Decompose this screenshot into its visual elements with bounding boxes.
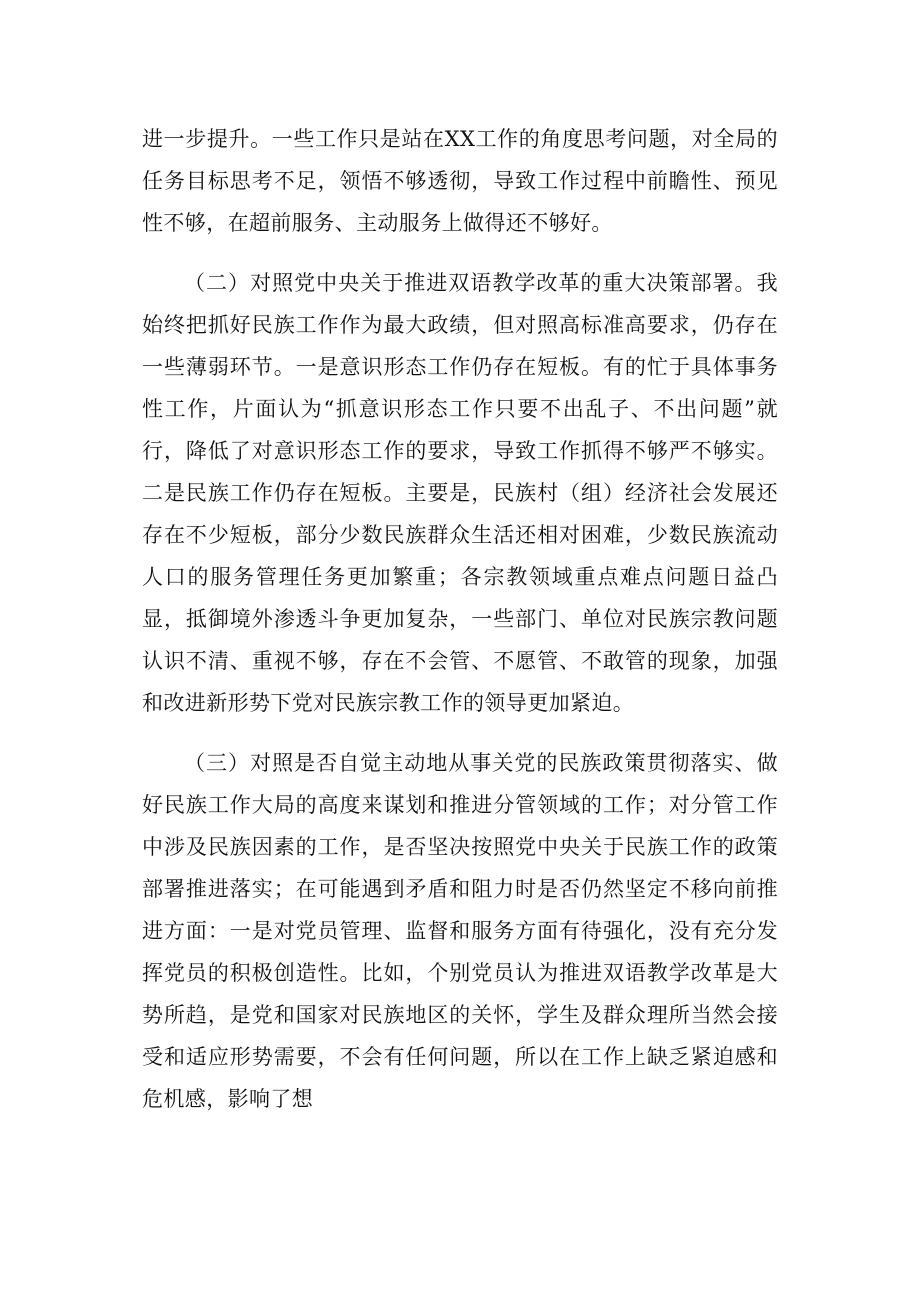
paragraph-section-three: （三）对照是否自觉主动地从事关党的民族政策贯彻落实、做好民族工作大局的高度来谋划和推进分管领域的工作；对分管工作中涉及民族因素的工作，是否坚决按照党中央关于民族工作的政策部署推进落实；在可能遇到矛盾和阻力时是否仍然坚定不移向前推进方面：一是对党员管理、监督和服务方面有待强化，没有充分发挥党员的积极创造性。比如，个别党员认为推进双语教学改革是大势所趋，是党和国家对民族地区的关怀，学生及群众理所当然会接受和适应形势需要，不会有任何问题，所以在工作上缺乏紧迫感和危机感，影响了想: [142, 751, 778, 1111]
paragraph-continuation: 进一步提升。一些工作只是站在XX工作的角度思考问题，对全局的任务目标思考不足，领悟不够透彻，导致工作过程中前瞻性、预见性不够，在超前服务、主动服务上做得还不够好。: [142, 127, 778, 235]
document-page: [142, 118, 778, 1120]
paragraph-section-two: （二）对照党中央关于推进双语教学改革的重大决策部署。我始终把抓好民族工作作为最大政绩，但对照高标准高要求，仍存在一些薄弱环节。一是意识形态工作仍存在短板。有的忙于具体事务性工作，片面认为“抓意识形态工作只要不出乱子、不出问题”就行，降低了对意识形态工作的要求，导致工作抓得不够严不够实。二是民族工作仍存在短板。主要是，民族村（组）经济社会发展还存在不少短板，部分少数民族群众生活还相对困难，少数民族流动人口的服务管理任务更加繁重；各宗教领域重点难点问题日益凸显，抵御境外渗透斗争更加复杂，一些部门、单位对民族宗教问题认识不清、重视不够，存在不会管、不愿管、不敢管的现象，加强和改进新形势下党对民族宗教工作的领导更加紧迫。: [142, 271, 778, 715]
